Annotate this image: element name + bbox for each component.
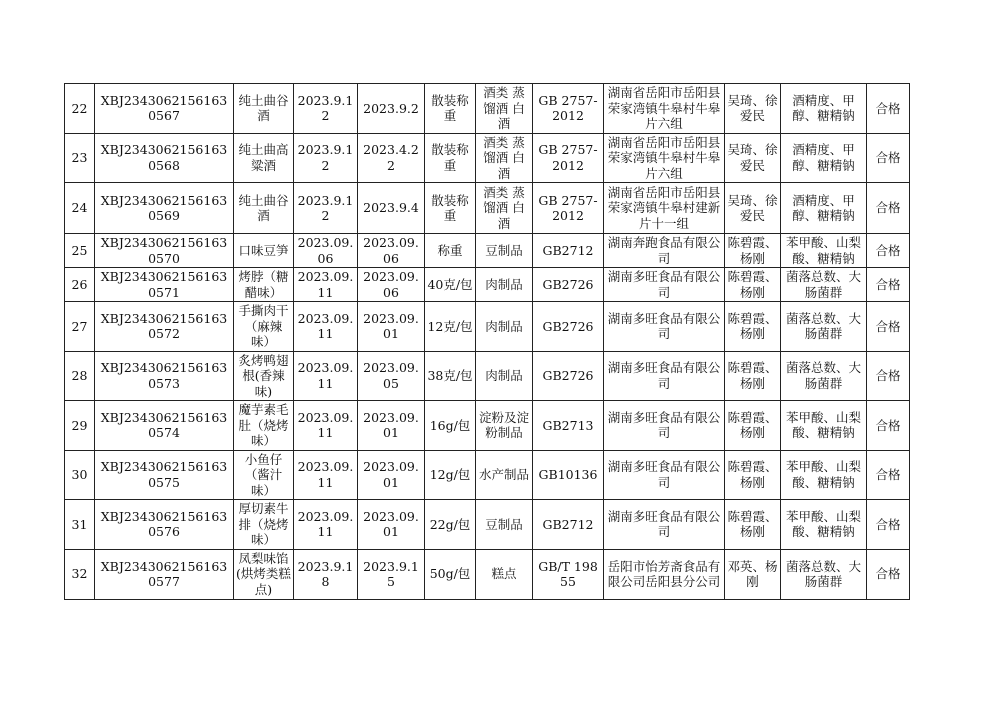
cell-result: 合格 — [867, 351, 910, 401]
cell-standard: GB10136 — [533, 450, 604, 500]
cell-sampling-date: 2023.09.11 — [294, 351, 358, 401]
cell-category: 糕点 — [476, 549, 533, 599]
cell-sampling-date: 2023.09.11 — [294, 302, 358, 352]
cell-producer: 湖南省岳阳市岳阳县荣家湾镇牛皋村牛皋片六组 — [604, 133, 725, 183]
cell-production-date: 2023.09.06 — [358, 268, 425, 302]
cell-spec: 散装称重 — [425, 84, 476, 134]
cell-producer: 湖南多旺食品有限公司 — [604, 268, 725, 302]
cell-result: 合格 — [867, 450, 910, 500]
cell-sampling-date: 2023.09.06 — [294, 234, 358, 268]
cell-test-items: 酒精度、甲醇、糖精钠 — [781, 183, 867, 234]
cell-food-name: 凤梨味馅(烘烤类糕点) — [234, 549, 294, 599]
cell-sample-code: XBJ23430621561630574 — [95, 401, 234, 451]
cell-sample-code: XBJ23430621561630570 — [95, 234, 234, 268]
cell-category: 豆制品 — [476, 500, 533, 550]
cell-spec: 散装称重 — [425, 183, 476, 234]
cell-producer: 湖南多旺食品有限公司 — [604, 500, 725, 550]
cell-category: 豆制品 — [476, 234, 533, 268]
cell-result: 合格 — [867, 302, 910, 352]
cell-result: 合格 — [867, 133, 910, 183]
cell-sample-code: XBJ23430621561630567 — [95, 84, 234, 134]
cell-producer: 湖南奔跑食品有限公司 — [604, 234, 725, 268]
cell-production-date: 2023.09.01 — [358, 401, 425, 451]
table-row — [65, 133, 910, 183]
cell-category: 酒类 蒸馏酒 白酒 — [476, 183, 533, 234]
cell-no: 25 — [65, 234, 95, 268]
cell-test-items: 苯甲酸、山梨酸、糖精钠 — [781, 234, 867, 268]
cell-standard: GB2726 — [533, 268, 604, 302]
cell-sample-code: XBJ23430621561630568 — [95, 133, 234, 183]
cell-spec: 12g/包 — [425, 450, 476, 500]
cell-category: 酒类 蒸馏酒 白酒 — [476, 84, 533, 134]
cell-spec: 12克/包 — [425, 302, 476, 352]
cell-no: 29 — [65, 401, 95, 451]
cell-production-date: 2023.09.01 — [358, 450, 425, 500]
cell-test-items: 菌落总数、大肠菌群 — [781, 302, 867, 352]
cell-sampling-date: 2023.09.11 — [294, 401, 358, 451]
cell-no: 27 — [65, 302, 95, 352]
cell-food-name: 小鱼仔（酱汁味） — [234, 450, 294, 500]
cell-sample-code: XBJ23430621561630571 — [95, 268, 234, 302]
cell-test-items: 酒精度、甲醇、糖精钠 — [781, 84, 867, 134]
cell-producer: 岳阳市怡芳斋食品有限公司岳阳县分公司 — [604, 549, 725, 599]
cell-standard: GB 2757-2012 — [533, 133, 604, 183]
cell-result: 合格 — [867, 268, 910, 302]
table-row — [65, 401, 910, 451]
cell-result: 合格 — [867, 401, 910, 451]
cell-sample-code: XBJ23430621561630576 — [95, 500, 234, 550]
cell-spec: 40克/包 — [425, 268, 476, 302]
cell-food-name: 纯土曲谷酒 — [234, 84, 294, 134]
cell-test-items: 菌落总数、大肠菌群 — [781, 549, 867, 599]
cell-result: 合格 — [867, 183, 910, 234]
cell-inspectors: 陈碧霞、杨刚 — [725, 450, 781, 500]
cell-sample-code: XBJ23430621561630577 — [95, 549, 234, 599]
cell-inspectors: 陈碧霞、杨刚 — [725, 234, 781, 268]
cell-result: 合格 — [867, 500, 910, 550]
cell-sampling-date: 2023.9.12 — [294, 183, 358, 234]
cell-no: 24 — [65, 183, 95, 234]
cell-result: 合格 — [867, 84, 910, 134]
cell-standard: GB2726 — [533, 351, 604, 401]
cell-result: 合格 — [867, 549, 910, 599]
cell-inspectors: 陈碧霞、杨刚 — [725, 351, 781, 401]
cell-production-date: 2023.09.01 — [358, 302, 425, 352]
cell-spec: 22g/包 — [425, 500, 476, 550]
cell-food-name: 烤脖（糖醋味） — [234, 268, 294, 302]
cell-food-name: 纯土曲高粱酒 — [234, 133, 294, 183]
cell-inspectors: 吴琦、徐爱民 — [725, 84, 781, 134]
cell-no: 32 — [65, 549, 95, 599]
cell-inspectors: 吴琦、徐爱民 — [725, 133, 781, 183]
cell-no: 30 — [65, 450, 95, 500]
cell-category: 肉制品 — [476, 351, 533, 401]
inspection-results-table — [64, 83, 910, 600]
cell-food-name: 手撕肉干（麻辣味） — [234, 302, 294, 352]
cell-production-date: 2023.09.01 — [358, 500, 425, 550]
cell-producer: 湖南省岳阳市岳阳县荣家湾镇牛皋村建新片十一组 — [604, 183, 725, 234]
cell-food-name: 纯土曲谷酒 — [234, 183, 294, 234]
cell-spec: 38克/包 — [425, 351, 476, 401]
cell-producer: 湖南多旺食品有限公司 — [604, 401, 725, 451]
cell-inspectors: 吴琦、徐爱民 — [725, 183, 781, 234]
cell-sampling-date: 2023.9.12 — [294, 133, 358, 183]
cell-category: 肉制品 — [476, 268, 533, 302]
cell-no: 26 — [65, 268, 95, 302]
cell-inspectors: 陈碧霞、杨刚 — [725, 302, 781, 352]
cell-test-items: 苯甲酸、山梨酸、糖精钠 — [781, 401, 867, 451]
cell-no: 28 — [65, 351, 95, 401]
cell-food-name: 厚切素牛排（烧烤味） — [234, 500, 294, 550]
cell-production-date: 2023.09.06 — [358, 234, 425, 268]
cell-test-items: 苯甲酸、山梨酸、糖精钠 — [781, 450, 867, 500]
cell-no: 31 — [65, 500, 95, 550]
cell-spec: 50g/包 — [425, 549, 476, 599]
cell-sampling-date: 2023.9.12 — [294, 84, 358, 134]
cell-spec: 称重 — [425, 234, 476, 268]
cell-producer: 湖南多旺食品有限公司 — [604, 450, 725, 500]
table-row — [65, 234, 910, 268]
cell-category: 酒类 蒸馏酒 白酒 — [476, 133, 533, 183]
cell-test-items: 菌落总数、大肠菌群 — [781, 268, 867, 302]
cell-producer: 湖南多旺食品有限公司 — [604, 302, 725, 352]
cell-test-items: 酒精度、甲醇、糖精钠 — [781, 133, 867, 183]
cell-production-date: 2023.9.15 — [358, 549, 425, 599]
table-row — [65, 302, 910, 352]
cell-inspectors: 陈碧霞、杨刚 — [725, 401, 781, 451]
cell-standard: GB2726 — [533, 302, 604, 352]
cell-category: 肉制品 — [476, 302, 533, 352]
table-row — [65, 183, 910, 234]
cell-standard: GB 2757-2012 — [533, 84, 604, 134]
cell-test-items: 苯甲酸、山梨酸、糖精钠 — [781, 500, 867, 550]
cell-food-name: 口味豆笋 — [234, 234, 294, 268]
table-body — [65, 84, 910, 600]
cell-production-date: 2023.09.05 — [358, 351, 425, 401]
cell-test-items: 菌落总数、大肠菌群 — [781, 351, 867, 401]
cell-standard: GB2713 — [533, 401, 604, 451]
cell-producer: 湖南省岳阳市岳阳县荣家湾镇牛皋村牛皋片六组 — [604, 84, 725, 134]
cell-sample-code: XBJ23430621561630569 — [95, 183, 234, 234]
cell-category: 水产制品 — [476, 450, 533, 500]
table-row — [65, 500, 910, 550]
cell-inspectors: 陈碧霞、杨刚 — [725, 268, 781, 302]
cell-production-date: 2023.9.2 — [358, 84, 425, 134]
cell-producer: 湖南多旺食品有限公司 — [604, 351, 725, 401]
cell-inspectors: 陈碧霞、杨刚 — [725, 500, 781, 550]
cell-spec: 散装称重 — [425, 133, 476, 183]
cell-production-date: 2023.9.4 — [358, 183, 425, 234]
cell-sample-code: XBJ23430621561630572 — [95, 302, 234, 352]
cell-no: 23 — [65, 133, 95, 183]
cell-inspectors: 邓英、杨刚 — [725, 549, 781, 599]
table-row — [65, 84, 910, 134]
cell-sampling-date: 2023.09.11 — [294, 450, 358, 500]
cell-no: 22 — [65, 84, 95, 134]
cell-sample-code: XBJ23430621561630573 — [95, 351, 234, 401]
cell-sampling-date: 2023.09.11 — [294, 500, 358, 550]
cell-food-name: 炙烤鸭翅根(香辣味) — [234, 351, 294, 401]
cell-spec: 16g/包 — [425, 401, 476, 451]
cell-production-date: 2023.4.22 — [358, 133, 425, 183]
cell-category: 淀粉及淀粉制品 — [476, 401, 533, 451]
cell-standard: GB2712 — [533, 500, 604, 550]
table-row — [65, 450, 910, 500]
cell-standard: GB2712 — [533, 234, 604, 268]
table-row — [65, 549, 910, 599]
cell-standard: GB/T 19855 — [533, 549, 604, 599]
cell-result: 合格 — [867, 234, 910, 268]
cell-sample-code: XBJ23430621561630575 — [95, 450, 234, 500]
table-row — [65, 351, 910, 401]
cell-sampling-date: 2023.9.18 — [294, 549, 358, 599]
cell-food-name: 魔芋素毛肚（烧烤味） — [234, 401, 294, 451]
cell-standard: GB 2757-2012 — [533, 183, 604, 234]
table-row — [65, 268, 910, 302]
cell-sampling-date: 2023.09.11 — [294, 268, 358, 302]
